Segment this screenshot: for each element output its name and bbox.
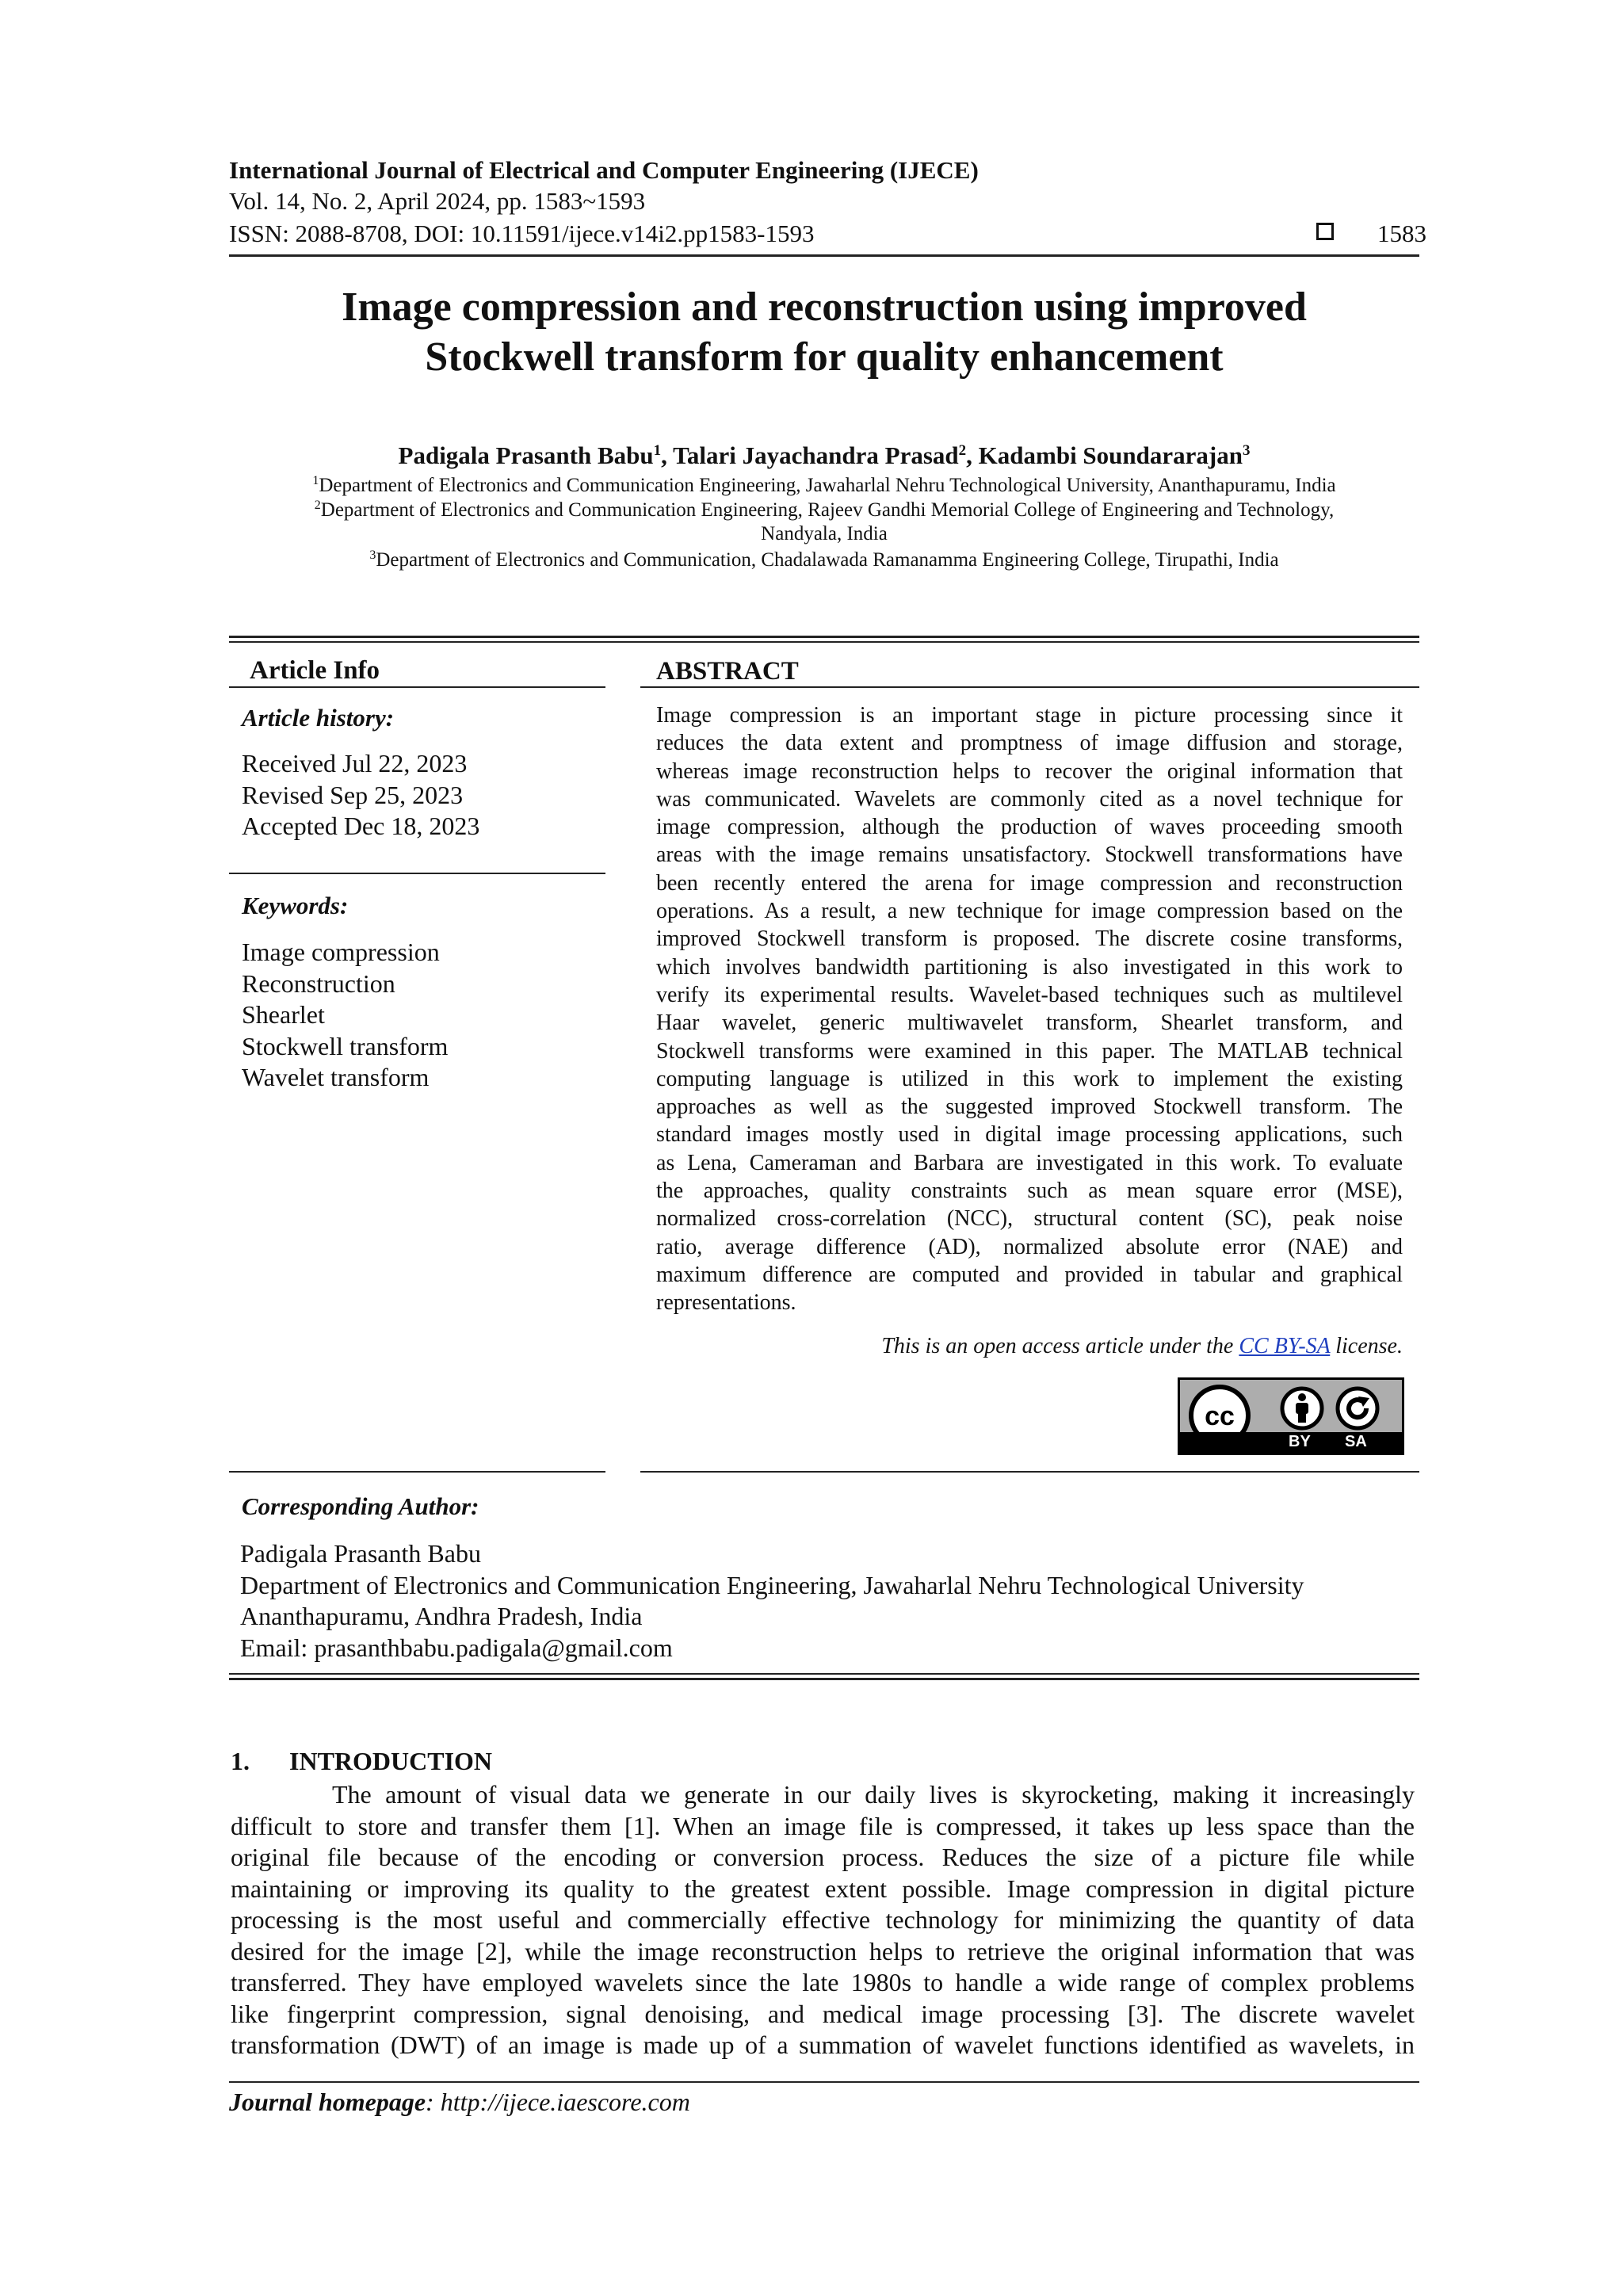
body-line: The amount of visual data we generate in our daily lives is skyrocketing, making it increasingly: [332, 1780, 1415, 1809]
share-alike-icon: [1335, 1385, 1381, 1431]
badge-by-label: BY: [1289, 1433, 1311, 1450]
affiliation-text: Nandyala, India: [761, 523, 888, 544]
column-rule: [640, 1471, 1419, 1473]
affiliation-sup: 3: [369, 548, 376, 562]
section-rule: [229, 641, 1419, 643]
page-number: 1583: [1377, 220, 1426, 247]
body-line: desired for the image [2], while the image reconstruction helps to retrieve the original information that was: [231, 1936, 1415, 1966]
abstract-line: as Lena, Cameraman and Barbara are investigated in this work. To evaluate: [656, 1150, 1403, 1175]
abstract-line: operations. As a result, a new technique for image compression based on the: [656, 899, 1403, 924]
author-name: Kadambi Soundararajan: [978, 441, 1243, 469]
affiliation: [229, 474, 1419, 498]
badge-sa-label: SA: [1345, 1433, 1367, 1450]
column-rule: [229, 873, 605, 874]
section-rule: [229, 636, 1419, 638]
introduction-text: [231, 1779, 1415, 2061]
affiliation-text: Department of Electronics and Communication Engineering, Jawaharlal Nehru Technological University, Ananthapuramu, India: [319, 475, 1336, 496]
abstract-line: been recently entered the arena for image compression and reconstruction: [656, 870, 1403, 896]
author-sup: 3: [1242, 442, 1251, 459]
body-line: transformation (DWT) of an image is made up of a summation of wavelet functions identified as wavelets, in: [231, 2030, 1415, 2059]
volume-info: Vol. 14, No. 2, April 2024, pp. 1583~1593: [229, 187, 646, 215]
keyword-list: [242, 937, 618, 1094]
abstract-line: image compression, although the production of waves proceeding smooth: [656, 815, 1403, 840]
abstract-line: Stockwell transforms were examined in this paper. The MATLAB technical: [656, 1038, 1403, 1064]
abstract-line: which involves bandwidth partitioning is also investigated in this work to: [656, 954, 1403, 980]
license-link[interactable]: CC BY-SA: [1239, 1334, 1331, 1358]
section-rule: [229, 1673, 1419, 1675]
abstract-line: Haar wavelet, generic multiwavelet transform, Shearlet transform, and: [656, 1010, 1403, 1036]
keyword-item: Image compression: [242, 938, 440, 966]
affiliation: [229, 548, 1419, 572]
journal-name: International Journal of Electrical and Computer Engineering (IJECE): [229, 156, 979, 184]
abstract-line: representations.: [656, 1290, 796, 1316]
column-rule: [229, 686, 605, 688]
journal-homepage: [229, 2088, 690, 2117]
author-sep: ,: [966, 441, 979, 469]
footer-rule: [229, 2081, 1419, 2083]
keyword-item: Wavelet transform: [242, 1063, 430, 1091]
keyword-item: Stockwell transform: [242, 1031, 449, 1060]
body-line: difficult to store and transfer them [1]. When an image file is compressed, it takes up less space than the: [231, 1811, 1415, 1840]
abstract-line: approaches as well as the suggested improved Stockwell transform. The: [656, 1095, 1403, 1120]
by-person-icon: [1279, 1385, 1325, 1431]
abstract-line: normalized cross-correlation (NCC), structural content (SC), peak noise: [656, 1206, 1403, 1232]
history-item: Received Jul 22, 2023: [242, 749, 468, 777]
author-list: [229, 441, 1419, 470]
affiliation-text: Department of Electronics and Communication Engineering, Rajeev Gandhi Memorial College of Engineering and Technology,: [320, 499, 1335, 521]
body-line: maintaining or improving its quality to the greatest extent possible. Image compression in digital picture: [231, 1874, 1415, 1903]
abstract-line: ratio, average difference (AD), normalized absolute error (NAE) and: [656, 1234, 1403, 1259]
section-title: INTRODUCTION: [289, 1747, 493, 1775]
body-line: transferred. They have employed wavelets since the late 1980s to handle a wide range of complex problems: [231, 1968, 1415, 1996]
author-sep: ,: [661, 441, 674, 469]
issn-doi: ISSN: 2088-8708, DOI: 10.11591/ijece.v14i2.pp1583-1593: [229, 220, 815, 247]
square-icon: [1316, 223, 1334, 240]
cc-by-sa-badge[interactable]: [1178, 1377, 1404, 1455]
author-sup: 1: [653, 442, 662, 459]
column-rule: [229, 1471, 605, 1473]
abstract-line: verify its experimental results. Wavelet-based techniques such as multilevel: [656, 982, 1403, 1007]
affiliation-text: Department of Electronics and Communication, Chadalawada Ramanamma Engineering College, Tirupathi, India: [376, 549, 1279, 571]
author-name: Talari Jayachandra Prasad: [673, 441, 959, 469]
keywords-heading: Keywords:: [242, 892, 349, 919]
license-note: [881, 1334, 1403, 1359]
keyword-item: Reconstruction: [242, 968, 395, 998]
keyword-item: Shearlet: [242, 1000, 325, 1029]
section-number: 1.: [231, 1747, 250, 1775]
affiliation-sup: 2: [314, 499, 321, 512]
corresponding-line: Padigala Prasanth Babu: [240, 1539, 481, 1568]
article-history-heading: Article history:: [242, 704, 395, 732]
license-suffix: license.: [1330, 1334, 1403, 1358]
cc-letters: cc: [1205, 1401, 1235, 1431]
abstract-line: standard images mostly used in digital image processing applications, such: [656, 1122, 1403, 1148]
abstract-line: areas with the image remains unsatisfactory. Stockwell transformations have: [656, 842, 1403, 868]
corresponding-line: Email: prasanthbabu.padigala@gmail.com: [240, 1633, 673, 1662]
abstract-line: was communicated. Wavelets are commonly cited as a novel technique for: [656, 786, 1403, 812]
corresponding-line: Department of Electronics and Communication Engineering, Jawaharlal Nehru Technological University: [240, 1570, 1304, 1599]
affiliation: [229, 499, 1419, 546]
abstract-heading: ABSTRACT: [656, 657, 799, 686]
abstract-line: improved Stockwell transform is proposed. The discrete cosine transforms,: [656, 926, 1403, 952]
abstract-text: [656, 701, 1403, 1317]
abstract-line: computing language is utilized in this work to implement the existing: [656, 1066, 1403, 1091]
section-rule: [229, 1678, 1419, 1680]
corresponding-line: Ananthapuramu, Andhra Pradesh, India: [240, 1602, 643, 1630]
abstract-line: whereas image reconstruction helps to recover the original information that: [656, 758, 1403, 784]
abstract-line: the approaches, quality constraints such as mean square error (MSE),: [656, 1179, 1403, 1204]
column-rule: [640, 686, 1419, 688]
license-prefix: This is an open access article under the: [881, 1334, 1239, 1358]
affiliation-sup: 1: [312, 474, 319, 487]
homepage-url[interactable]: : http://ijece.iaescore.com: [426, 2088, 690, 2116]
article-history: [242, 748, 618, 842]
abstract-line: reduces the data extent and promptness of image diffusion and storage,: [656, 731, 1403, 756]
history-item: Revised Sep 25, 2023: [242, 780, 464, 809]
author-sup: 2: [958, 442, 967, 459]
body-line: processing is the most useful and commercially effective technology for minimizing the quantity of data: [231, 1905, 1415, 1934]
abstract-line: Image compression is an important stage in picture processing since it: [656, 703, 1403, 728]
title-line: Stockwell transform for quality enhancement: [425, 334, 1224, 380]
title-line: Image compression and reconstruction using improved: [342, 285, 1307, 330]
header-rule: [229, 254, 1419, 257]
paper-title: [229, 282, 1419, 382]
badge-strip: [1180, 1432, 1402, 1453]
body-line: like fingerprint compression, signal denoising, and medical image processing [3]. The discrete wavelet: [231, 1999, 1415, 2028]
corresponding-heading: Corresponding Author:: [242, 1492, 479, 1520]
history-item: Accepted Dec 18, 2023: [242, 812, 480, 840]
abstract-line: maximum difference are computed and provided in tabular and graphical: [656, 1262, 1403, 1287]
corresponding-details: [240, 1538, 1413, 1664]
author-name: Padigala Prasanth Babu: [398, 441, 654, 469]
homepage-label: Journal homepage: [229, 2088, 426, 2116]
body-line: original file because of the encoding or conversion process. Reduces the size of a picture file while: [231, 1843, 1415, 1871]
introduction-heading: [231, 1747, 492, 1776]
article-info-heading: Article Info: [250, 656, 380, 685]
